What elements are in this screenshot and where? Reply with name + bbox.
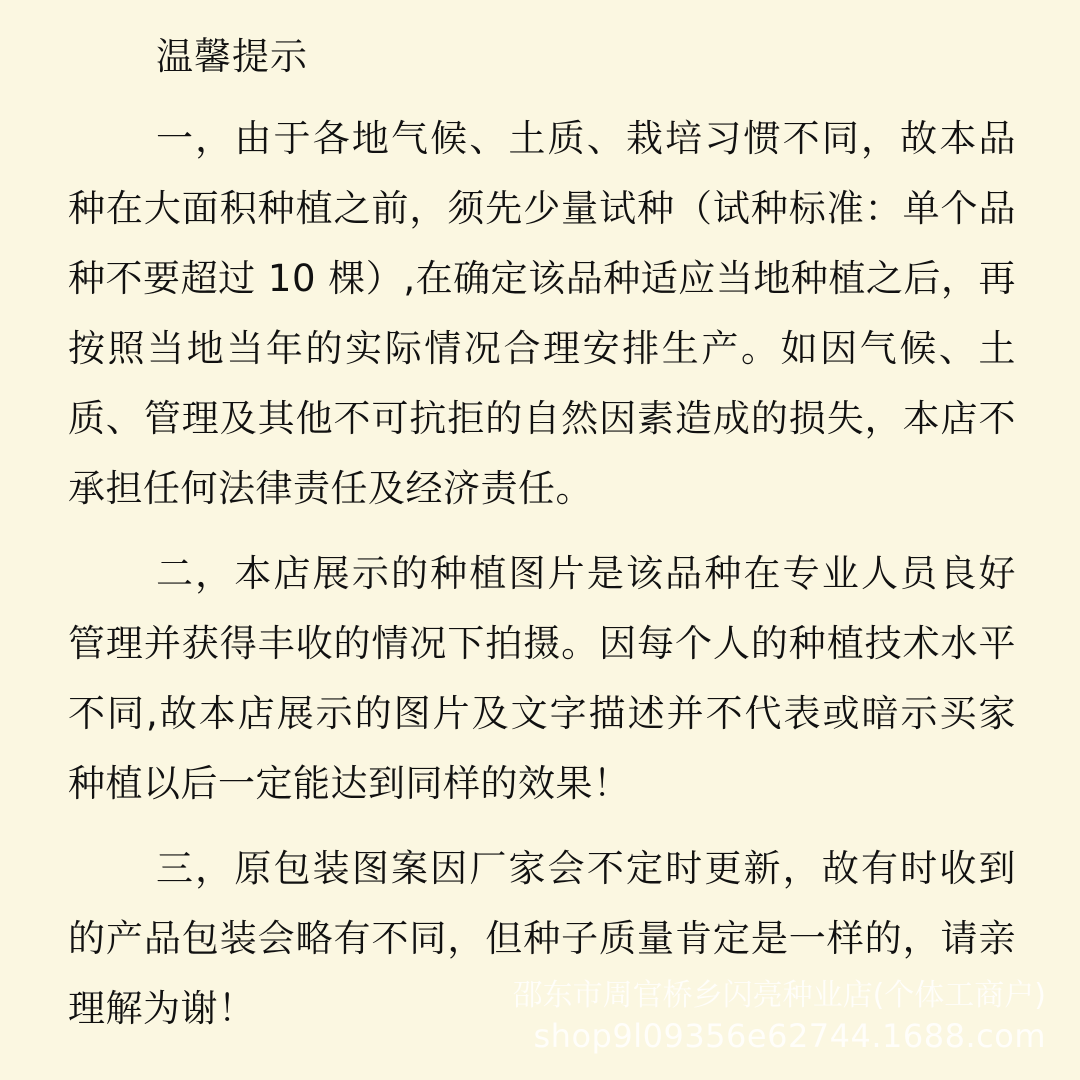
notice-title: 温馨提示 <box>156 35 308 78</box>
watermark-shop-url: shop9l09356e62744.1688.com <box>533 1017 1046 1055</box>
notice-panel <box>68 28 1016 1044</box>
notice-paragraph-3: 三，原包装图案因厂家会不定时更新，故有时收到的产品包装会略有不同，但种子质量肯定是一样的，请亲理解为谢！ <box>68 847 1016 1030</box>
watermark-shop-name: 邵东市周官桥乡闪亮种业店(个体工商户) <box>512 978 1046 1013</box>
notice-paragraph-2: 二，本店展示的种植图片是该品种在专业人员良好管理并获得丰收的情况下拍摄。因每个人的种植技术水平不同,故本店展示的图片及文字描述并不代表或暗示买家种植以后一定能达到同样的效果！ <box>68 552 1016 805</box>
notice-paragraph-1: 一，由于各地气候、土质、栽培习惯不同，故本品种在大面积种植之前，须先少量试种（试种标准：单个品种不要超过 10 棵）,在确定该品种适应当地种植之后，再按照当地当年的实际情况合理安排生产。如因气候、土质、管理及其他不可抗拒的自然因素造成的损失，本店不承担任何法律责任及经济责任。 <box>68 117 1016 510</box>
